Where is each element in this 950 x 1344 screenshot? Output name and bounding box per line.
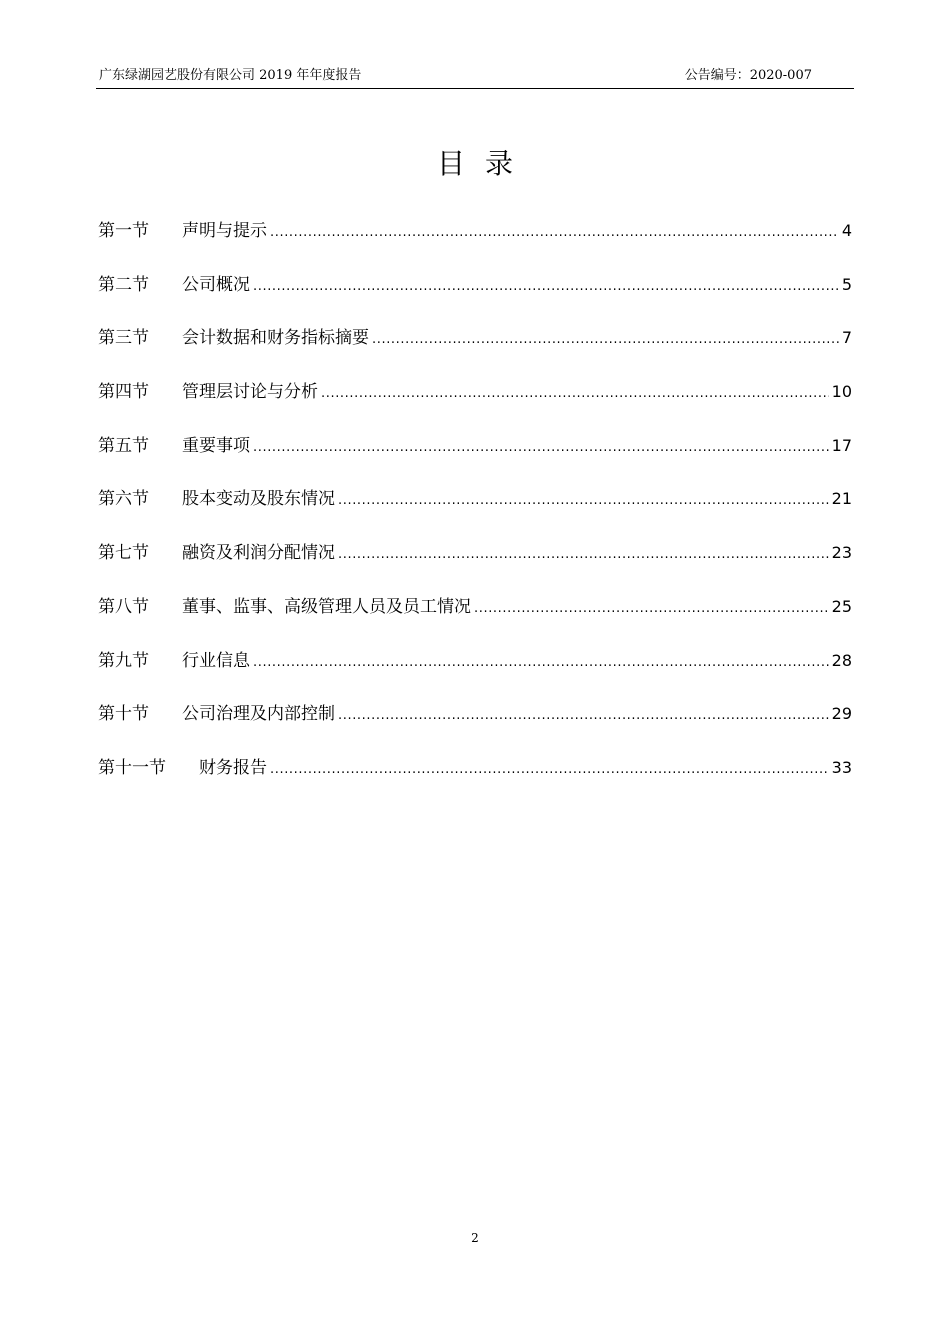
- toc-entry-11[interactable]: [98, 751, 852, 805]
- toc-section-name: 公司概况: [182, 274, 250, 295]
- toc-section-name: 会计数据和财务指标摘要: [182, 328, 369, 349]
- toc-section-label: 第二节: [98, 274, 149, 295]
- toc-section-name: 财务报告: [199, 757, 267, 778]
- toc-section-label: 第六节: [98, 489, 149, 510]
- toc-dot-leader: [338, 538, 829, 572]
- toc-section-label: 第一节: [98, 221, 149, 241]
- toc-section-name: 融资及利润分配情况: [182, 543, 335, 564]
- toc-page-number: 7: [841, 328, 852, 348]
- toc-title: 目录: [436, 147, 533, 180]
- table-of-contents: [98, 214, 852, 805]
- toc-section-label: 第十节: [98, 704, 149, 725]
- toc-dot-leader: [253, 270, 839, 304]
- toc-section-name: 行业信息: [182, 650, 250, 671]
- toc-dot-leader: [372, 323, 839, 357]
- toc-entry-3[interactable]: [98, 321, 852, 375]
- toc-section-label: 第三节: [98, 328, 149, 349]
- toc-section-name: 声明与提示: [182, 221, 267, 241]
- toc-page-number: 23: [831, 543, 852, 563]
- toc-page-number: 10: [831, 382, 852, 402]
- toc-section-label: 第五节: [98, 435, 149, 456]
- toc-page-number: 28: [831, 650, 852, 670]
- toc-page-number: 5: [841, 274, 852, 294]
- announcement-number: 公告编号：2020-007: [684, 68, 812, 83]
- toc-section-name: 重要事项: [182, 435, 250, 456]
- toc-page-number: 33: [831, 757, 852, 777]
- toc-entry-5[interactable]: [98, 429, 852, 483]
- toc-section-label: 第八节: [98, 596, 149, 617]
- toc-section-name: 股本变动及股东情况: [182, 489, 335, 510]
- toc-dot-leader: [321, 377, 829, 411]
- toc-page-number: 17: [831, 435, 852, 455]
- toc-dot-leader: [474, 592, 829, 626]
- toc-dot-leader: [270, 753, 829, 787]
- toc-section-name: 管理层讨论与分析: [182, 382, 318, 403]
- toc-section-label: 第十一节: [98, 757, 166, 778]
- toc-section-name: 公司治理及内部控制: [182, 704, 335, 725]
- toc-section-label: 第九节: [98, 650, 149, 671]
- toc-section-label: 第七节: [98, 543, 149, 564]
- toc-section-label: 第四节: [98, 382, 149, 403]
- toc-section-name: 董事、监事、高级管理人员及员工情况: [182, 596, 471, 617]
- toc-entry-7[interactable]: [98, 536, 852, 590]
- toc-entry-6[interactable]: [98, 482, 852, 536]
- toc-entry-4[interactable]: [98, 375, 852, 429]
- toc-dot-leader: [253, 431, 829, 465]
- toc-page-number: 21: [831, 489, 852, 509]
- toc-dot-leader: [253, 646, 829, 680]
- toc-page-number: 29: [831, 704, 852, 724]
- page-header: [96, 66, 854, 89]
- toc-entry-1[interactable]: [98, 214, 852, 268]
- toc-dot-leader: [338, 699, 829, 733]
- toc-page-number: 4: [841, 221, 852, 240]
- toc-page-number: 25: [831, 596, 852, 616]
- toc-entry-10[interactable]: [98, 697, 852, 751]
- page-number: 2: [471, 1231, 479, 1245]
- report-title-header: 广东绿湖园艺股份有限公司 2019 年年度报告: [99, 68, 362, 83]
- toc-entry-2[interactable]: [98, 268, 852, 322]
- toc-entry-9[interactable]: [98, 644, 852, 698]
- toc-dot-leader: [338, 484, 829, 518]
- toc-dot-leader: [270, 216, 839, 250]
- toc-entry-8[interactable]: [98, 590, 852, 644]
